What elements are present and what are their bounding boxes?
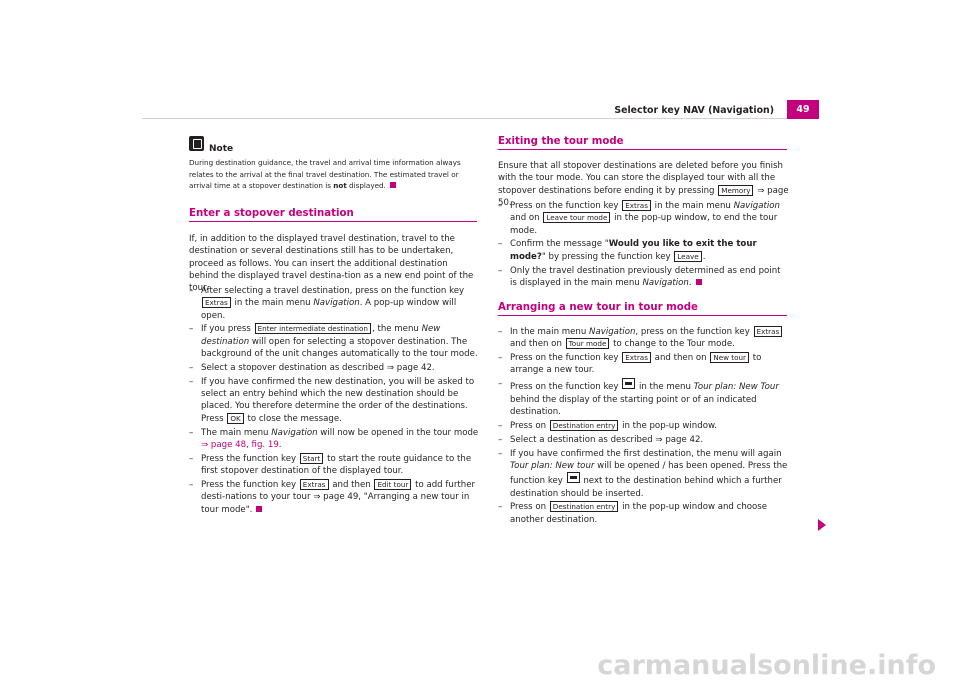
key-new-tour: New tour xyxy=(710,352,749,363)
list-item xyxy=(498,352,790,377)
step-text: in the main menu xyxy=(231,298,314,309)
step-text: If you have confirmed the new destination, you will be asked to select an entry behind which the new destination should be placed. You therefore determine the order of the destinations. Press xyxy=(201,376,475,424)
key-memory: Memory xyxy=(718,185,753,196)
menu-name: Navigation xyxy=(589,327,636,337)
arrow-right-icon: ⇒ xyxy=(655,434,663,445)
key-destination-entry: Destination entry xyxy=(550,501,619,512)
menu-name: Navigation xyxy=(271,427,318,438)
step-text: and then on xyxy=(510,339,565,350)
step-text: Select a destination as described xyxy=(510,434,656,445)
page-number-badge: 49 xyxy=(787,100,819,119)
step-text: After selecting a travel destination, press on the function key xyxy=(201,286,465,296)
key-ok: OK xyxy=(227,413,243,424)
step-text: to arrange a new tour. xyxy=(510,353,762,376)
note-text-part: During destination guidance, the travel and arrival time information always relates to the arrival at the final travel destination. The estimated travel or arrival time at a stopover destination is xyxy=(189,158,461,190)
step-text: to start the route guidance to the first stopover destination of the displayed tour. xyxy=(201,453,472,477)
key-edit-tour: Edit tour xyxy=(374,479,411,490)
step-text: . xyxy=(688,277,692,288)
step-text: page 42. xyxy=(394,362,435,373)
key-extras: Extras xyxy=(622,200,651,211)
list-item xyxy=(498,265,790,290)
list-item xyxy=(189,427,479,452)
menu-name: Navigation xyxy=(733,201,780,211)
key-extras: Extras xyxy=(300,479,329,490)
page-reference-link[interactable]: ⇒ page 48, fig. 19 xyxy=(201,439,279,450)
step-text: If you have confirmed the first destination, the menu will again xyxy=(510,448,782,459)
step-text: " by pressing the function key xyxy=(541,251,674,262)
list-item xyxy=(189,285,479,322)
stopover-steps xyxy=(189,285,479,518)
heading-enter-stopover: Enter a stopover destination xyxy=(189,208,354,219)
step-text: . xyxy=(702,251,706,262)
key-destination-entry: Destination entry xyxy=(550,420,619,431)
step-text: Press on xyxy=(510,502,549,513)
key-extras: Extras xyxy=(622,352,651,363)
step-text: and then xyxy=(329,480,374,491)
step-text: will open for selecting a stopover destination. The background of the unit changes automatically to the tour mode. xyxy=(201,336,478,360)
note-icon xyxy=(189,136,204,151)
step-text: , press on the function key xyxy=(635,327,753,337)
step-text: page 42. xyxy=(662,434,704,445)
list-item xyxy=(189,362,479,374)
list-item xyxy=(498,501,790,526)
list-item xyxy=(189,453,479,478)
key-extras: Extras xyxy=(202,297,231,308)
arrow-right-icon: ⇒ xyxy=(757,185,765,196)
arrow-right-icon: ⇒ xyxy=(386,362,395,373)
step-text: Only the travel destination previously determined as end point is displayed in the main menu xyxy=(510,265,781,288)
menu-name: New destination xyxy=(201,324,441,347)
note-header xyxy=(189,136,234,154)
header-rule xyxy=(142,118,787,119)
arrow-right-icon: ⇒ xyxy=(313,492,321,503)
heading-arranging-new-tour: Arranging a new tour in tour mode xyxy=(498,302,698,313)
step-text: If you press xyxy=(201,324,254,335)
note-text-part: displayed. xyxy=(346,181,386,190)
step-text: . A pop-up window will open. xyxy=(201,298,457,321)
list-item xyxy=(498,326,790,351)
step-text: Confirm the message " xyxy=(510,239,609,250)
step-text: in the pop-up window. xyxy=(619,420,717,431)
heading-rule xyxy=(498,149,787,150)
step-text: The main menu xyxy=(201,427,272,438)
menu-name: Navigation xyxy=(313,298,360,309)
key-enter-intermediate-destination: Enter intermediate destination xyxy=(255,323,371,334)
step-text: In the main menu xyxy=(510,327,590,337)
next-page-arrow-icon[interactable] xyxy=(818,519,826,531)
step-text: and on xyxy=(510,213,543,224)
step-text: , the menu xyxy=(371,324,422,335)
end-mark-icon xyxy=(696,279,702,285)
menu-name: Tour plan: New Tour xyxy=(693,382,779,393)
note-text xyxy=(189,157,481,192)
step-text: to close the message. xyxy=(244,413,342,424)
step-text: in the menu xyxy=(636,382,694,393)
step-text: in the main menu xyxy=(651,201,734,211)
step-text: Press on the function key xyxy=(510,201,622,211)
list-item xyxy=(498,420,790,432)
menu-name: Tour plan: New tour xyxy=(510,460,595,471)
watermark: carmanualsonline.info xyxy=(597,649,936,681)
list-item xyxy=(498,434,790,446)
step-text: in the pop-up window, to end the tour mode. xyxy=(510,213,778,236)
step-text: Press the function key xyxy=(201,480,299,491)
stopover-intro: If, in addition to the displayed travel destination, travel to the destination or several destinations still has to be undertaken, proceed as follows. You can insert the additional destination behind the displayed travel destina-tion as a new end point of the tour. xyxy=(189,234,474,294)
list-item xyxy=(498,448,790,500)
step-text: Press on the function key xyxy=(510,353,622,364)
end-mark-icon xyxy=(390,182,396,188)
list-item xyxy=(498,200,790,237)
end-mark-icon xyxy=(256,506,262,512)
step-text: to change to the Tour mode. xyxy=(610,339,735,350)
key-leave: Leave xyxy=(674,251,701,262)
key-extras: Extras xyxy=(754,326,783,337)
step-text: Select a stopover destination as described xyxy=(201,362,387,373)
heading-rule xyxy=(189,221,477,222)
step-text: will be opened / has been opened. Press the function key xyxy=(510,460,788,487)
menu-name: Navigation xyxy=(642,277,689,288)
step-text: next to the destination behind which a further destination should be inserted. xyxy=(510,476,782,499)
step-text: page 49, "Arranging a new tour in tour mode". xyxy=(201,492,470,515)
step-text: Press the function key xyxy=(201,453,299,464)
key-leave-tour-mode: Leave tour mode xyxy=(543,212,610,223)
running-header-title: Selector key NAV (Navigation) xyxy=(614,105,774,116)
list-item xyxy=(189,323,479,360)
step-text: in the pop-up window and choose another destination. xyxy=(510,502,768,525)
step-text: behind the display of the starting point or of an indicated destination. xyxy=(510,394,757,417)
list-item xyxy=(189,479,479,516)
message-text: Would you like to exit the tour mode? xyxy=(510,239,757,262)
list-item xyxy=(189,376,479,425)
step-text: will now be opened in the tour mode xyxy=(317,427,479,438)
exit-steps xyxy=(498,200,790,291)
step-text: and then on xyxy=(651,353,710,364)
note-text-bold: not xyxy=(333,181,347,190)
step-text: to add further desti-nations to your tour xyxy=(201,480,476,503)
para-text: page 50. xyxy=(498,185,789,208)
insert-icon xyxy=(567,472,580,483)
list-item xyxy=(498,378,790,418)
step-text: . xyxy=(278,439,282,450)
key-start: Start xyxy=(300,453,324,464)
list-item xyxy=(498,238,790,263)
heading-exiting-tour-mode: Exiting the tour mode xyxy=(498,136,624,147)
step-text: Press on the function key xyxy=(510,382,622,393)
insert-icon xyxy=(622,378,635,389)
note-label: Note xyxy=(209,144,234,154)
heading-rule xyxy=(498,315,787,316)
para-text: Ensure that all stopover destinations are deleted before you finish with the tour mode. You can store the displayed tour with all the stopover destinations before ending it by pressing xyxy=(498,161,783,196)
arrange-steps xyxy=(498,326,790,528)
step-text: Press on xyxy=(510,420,549,431)
key-tour-mode: Tour mode xyxy=(566,338,610,349)
